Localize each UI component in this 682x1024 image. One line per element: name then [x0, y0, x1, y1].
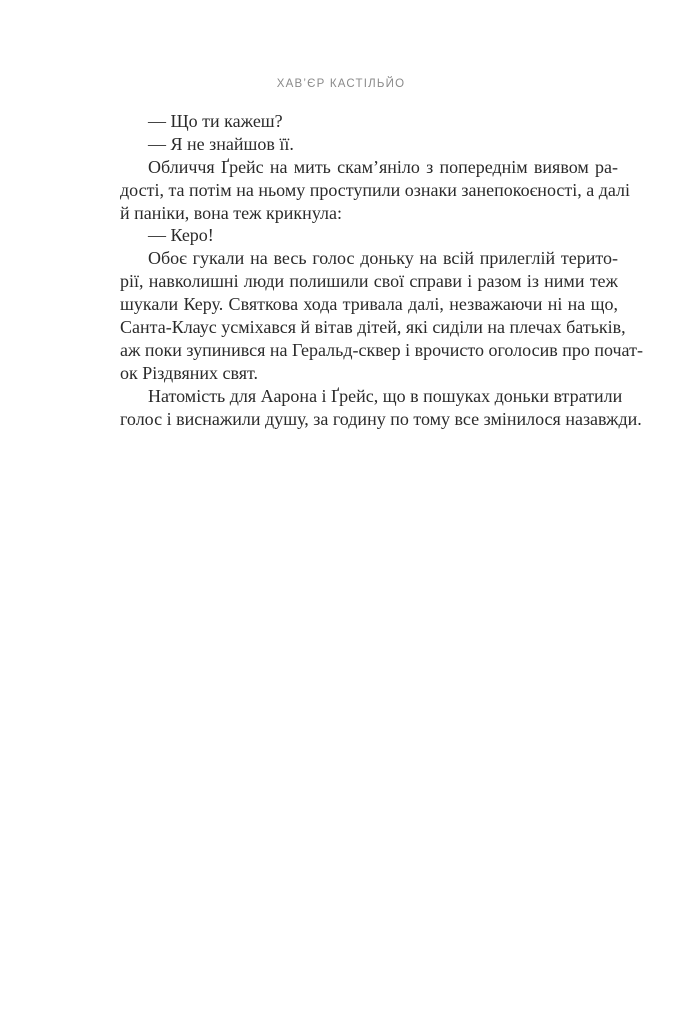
text-line: рії, навколишні люди полишили свої справи і разом із ними теж: [120, 271, 618, 292]
text-line-paragraph-start: Натомість для Аарона і Ґрейс, що в пошуках доньки втратили: [148, 385, 623, 406]
text-line-paragraph-end: голос і виснажили душу, за годину по тому все змінилося назавжди.: [120, 408, 642, 429]
text-line: Санта-Клаус усміхався й вітав дітей, які сиділи на плечах батьків,: [120, 317, 626, 338]
text-line-dialogue: — Керо!: [148, 225, 214, 246]
text-line-paragraph-end: ок Різдвяних свят.: [120, 362, 259, 383]
text-line-paragraph-start: Обличчя Ґрейс на мить скам’яніло з попереднім виявом ра-: [148, 156, 618, 177]
text-line-paragraph-start: Обоє гукали на весь голос доньку на всій прилеглій терито-: [148, 248, 618, 269]
text-line: аж поки зупинився на Геральд-сквер і врочисто оголосив про почат-: [120, 339, 643, 360]
text-line-dialogue: — Я не знайшов її.: [148, 133, 294, 154]
text-line-paragraph-end: й паніки, вона теж крикнула:: [120, 202, 342, 223]
text-line-dialogue: — Що ти кажеш?: [148, 111, 283, 131]
text-line: шукали Керу. Святкова хода тривала далі, незважаючи ні на що,: [120, 294, 618, 315]
running-header: ХАВ’ЄР КАСТІЛЬЙО: [276, 78, 406, 90]
text-line: дості, та потім на ньому проступили ознаки занепокоєності, а далі: [120, 179, 631, 200]
body-text: [120, 110, 643, 430]
